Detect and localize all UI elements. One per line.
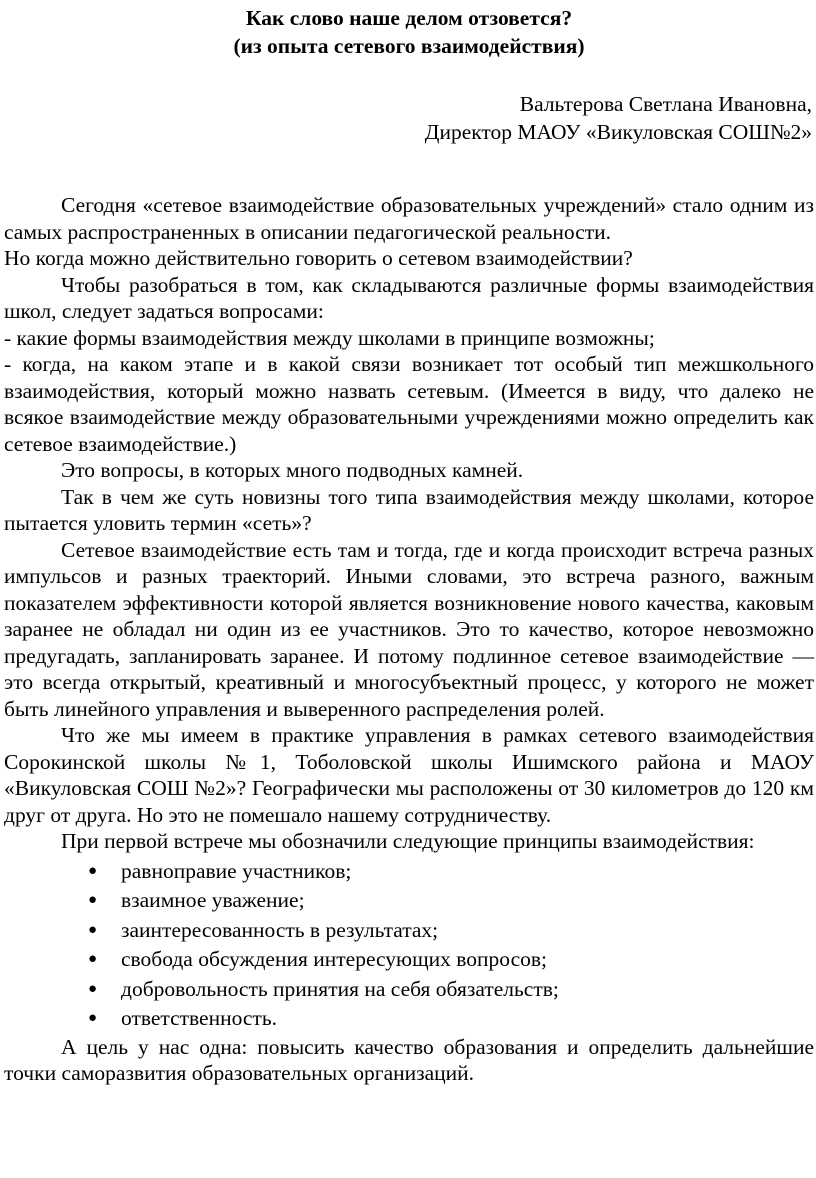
paragraph-6: Это вопросы, в которых много подводных камней. xyxy=(61,458,524,482)
list-item-text: ответственность. xyxy=(121,1006,278,1030)
list-item xyxy=(4,975,814,1005)
paragraph-7: Так в чем же суть новизны того типа взаимодействия между школами, которое пытается уловить термин «сеть»? xyxy=(4,484,814,535)
bullet-icon: ● xyxy=(88,980,98,997)
list-item xyxy=(4,857,814,887)
paragraph-10: При первой встрече мы обозначили следующие принципы взаимодействия: xyxy=(61,829,755,853)
list-item-text: равноправие участников; xyxy=(121,858,352,883)
bullet-icon: ● xyxy=(88,951,98,967)
author-position: Директор МАОУ «Викуловская СОШ№2» xyxy=(424,120,812,144)
principles-list xyxy=(4,857,814,1034)
list-item-text: свобода обсуждения интересующих вопросов; xyxy=(121,947,548,971)
title-line-1: Как слово наше делом отзовется? xyxy=(245,6,573,30)
paragraph-9: Что же мы имеем в практике управления в рамках сетевого взаимодействия Сорокинской школы №1, Тоболовской школы Ишимского района и МАОУ «Викуловская СОШ №2»? Географически мы расположены от 30 километров до 120 км друг от друга. Но это не помешало нашему сотрудничеству. xyxy=(4,723,814,827)
bullet-icon: ● xyxy=(88,1010,98,1026)
bullet-icon: ● xyxy=(88,921,98,938)
list-item-text: заинтересованность в результатах; xyxy=(121,917,439,942)
list-item xyxy=(4,916,814,946)
list-item-text: взаимное уважение; xyxy=(121,888,305,912)
list-item-text: добровольность принятия на себя обязательств; xyxy=(121,976,559,1001)
bullet-icon: ● xyxy=(88,892,98,908)
author-block xyxy=(4,90,814,146)
author-name: Вальтерова Светлана Ивановна, xyxy=(519,92,812,116)
bullet-icon: ● xyxy=(88,862,98,879)
paragraph-4: - какие формы взаимодействия между школами в принципе возможны; xyxy=(4,325,655,350)
title-line-2: (из опыта сетевого взаимодействия) xyxy=(233,34,585,58)
paragraph-11: А цель у нас одна: повысить качество образования и определить дальнейшие точки саморазвития образовательных организаций. xyxy=(4,1034,814,1085)
document-body xyxy=(4,192,814,1087)
list-item xyxy=(4,886,814,916)
list-item xyxy=(4,1004,814,1034)
paragraph-5: - когда, на каком этапе и в какой связи возникает тот особый тип межшкольного взаимодействия, который можно назвать сетевым. (Имеется в виду, что далеко не всякое взаимодействие между образовательными учреждениями можно определить как сетевое взаимодействие.) xyxy=(4,352,814,456)
paragraph-3: Чтобы разобраться в том, как складываются различные формы взаимодействия школ, следует задаться вопросами: xyxy=(4,272,814,323)
paragraph-2: Но когда можно действительно говорить о сетевом взаимодействии? xyxy=(4,246,633,270)
document-title xyxy=(4,4,814,60)
paragraph-1: Сегодня «сетевое взаимодействие образовательных учреждений» стало одним из самых распространенных в описании педагогической реальности. xyxy=(4,193,814,244)
paragraph-8: Сетевое взаимодействие есть там и тогда, где и когда происходит встреча разных импульсов и разных траекторий. Иными словами, это встреча разного, важным показателем эффективности которой является возникновение нового качества, каковым заранее не обладал ни один из ее участников. Это то качество, которое невозможно предугадать, запланировать заранее. И потому подлинное сетевое взаимодействие — это всегда открытый, креативный и многосубъектный процесс, у которого не может быть линейного управления и выверенного распределения ролей. xyxy=(4,537,814,721)
list-item xyxy=(4,945,814,975)
document-page xyxy=(4,0,814,1087)
